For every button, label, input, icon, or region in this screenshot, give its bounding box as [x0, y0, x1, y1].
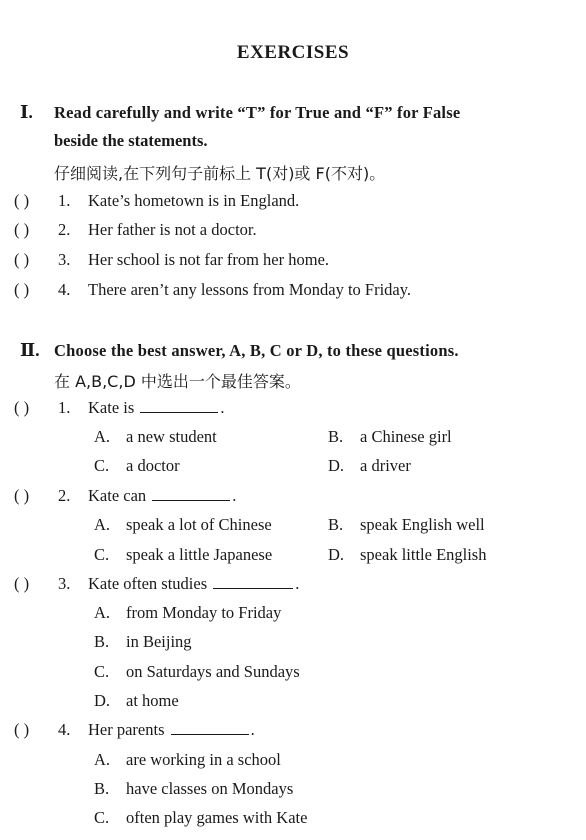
question-stem: Kate can — [88, 486, 147, 505]
option-letter: A. — [94, 603, 111, 622]
section-2-chinese-instruction: 在 A,B,C,D 中选出一个最佳答案。 — [54, 372, 301, 391]
option-a[interactable] — [94, 603, 281, 623]
option-letter: C. — [94, 545, 110, 564]
section-1-instruction — [20, 98, 568, 155]
option-d[interactable] — [328, 456, 411, 476]
option-letter: D. — [328, 456, 345, 475]
statement-row — [14, 250, 329, 270]
question-number: 2. — [58, 486, 71, 505]
answer-paren[interactable]: ( ) — [14, 398, 30, 417]
option-text: from Monday to Friday — [126, 603, 282, 622]
question-stem: Kate often studies — [88, 574, 208, 593]
option-text: are working in a school — [126, 750, 281, 769]
section-1-instruction-line-2: beside the statements. — [54, 131, 208, 150]
answer-blank[interactable] — [152, 486, 230, 501]
option-c[interactable] — [94, 808, 307, 828]
question-row — [14, 720, 255, 740]
option-letter: B. — [94, 632, 110, 651]
option-a[interactable] — [94, 515, 272, 535]
option-c[interactable] — [94, 662, 300, 682]
section-1-instruction-line-1: Read carefully and write “T” for True and “F” for False — [54, 103, 461, 122]
statement-number: 2. — [58, 220, 71, 239]
statement-number: 1. — [58, 191, 71, 210]
option-text: have classes on Mondays — [126, 779, 294, 798]
option-letter: D. — [328, 545, 345, 564]
option-b[interactable] — [94, 779, 293, 799]
question-stem: Kate is — [88, 398, 135, 417]
option-text: on Saturdays and Sundays — [126, 662, 300, 681]
option-text: often play games with Kate — [126, 808, 308, 827]
answer-paren[interactable]: ( ) — [14, 220, 30, 239]
page-title: EXERCISES — [236, 42, 350, 63]
option-text: a new student — [126, 427, 217, 446]
question-stem: Her parents — [88, 720, 165, 739]
option-text: speak little English — [360, 545, 487, 564]
option-letter: A. — [94, 427, 111, 446]
option-letter: B. — [328, 515, 344, 534]
option-letter: B. — [328, 427, 344, 446]
section-2-instruction — [20, 336, 568, 365]
question-end: . — [220, 398, 225, 417]
option-b[interactable] — [328, 515, 485, 535]
question-number: 3. — [58, 574, 71, 593]
statement-text: Her school is not far from her home. — [88, 250, 330, 269]
option-letter: C. — [94, 662, 110, 681]
section-1-number: Ⅰ. — [20, 102, 33, 122]
option-c[interactable] — [94, 456, 180, 476]
section-2-number: Ⅱ. — [20, 340, 40, 360]
statement-row — [14, 191, 299, 211]
option-b[interactable] — [94, 632, 192, 652]
option-text: at home — [126, 691, 179, 710]
option-text: a doctor — [126, 456, 180, 475]
option-c[interactable] — [94, 545, 272, 565]
option-text: in Beijing — [126, 632, 192, 651]
statement-text: Kate’s hometown is in England. — [88, 191, 300, 210]
answer-blank[interactable] — [140, 398, 218, 413]
statement-number: 4. — [58, 280, 71, 299]
question-row — [14, 398, 225, 418]
option-d[interactable] — [94, 691, 179, 711]
answer-paren[interactable]: ( ) — [14, 250, 30, 269]
statement-text: Her father is not a doctor. — [88, 220, 257, 239]
option-letter: D. — [94, 691, 111, 710]
section-2-instruction-text: Choose the best answer, A, B, C or D, to these questions. — [54, 341, 459, 360]
question-end: . — [250, 720, 255, 739]
answer-blank[interactable] — [213, 574, 293, 589]
option-d[interactable] — [328, 545, 486, 565]
option-text: a driver — [360, 456, 411, 475]
statement-row — [14, 280, 411, 300]
option-text: speak a little Japanese — [126, 545, 273, 564]
question-number: 1. — [58, 398, 71, 417]
answer-blank[interactable] — [171, 720, 249, 735]
answer-paren[interactable]: ( ) — [14, 191, 30, 210]
question-end: . — [232, 486, 237, 505]
answer-paren[interactable]: ( ) — [14, 574, 30, 593]
question-end: . — [295, 574, 300, 593]
statement-number: 3. — [58, 250, 71, 269]
option-a[interactable] — [94, 750, 281, 770]
statement-text: There aren’t any lessons from Monday to Friday. — [88, 280, 412, 299]
option-a[interactable] — [94, 427, 217, 447]
option-letter: C. — [94, 456, 110, 475]
answer-paren[interactable]: ( ) — [14, 486, 30, 505]
option-b[interactable] — [328, 427, 452, 447]
option-letter: A. — [94, 515, 111, 534]
statement-row — [14, 220, 257, 240]
option-letter: B. — [94, 779, 110, 798]
option-text: speak a lot of Chinese — [126, 515, 272, 534]
option-text: a Chinese girl — [360, 427, 452, 446]
section-1-chinese-instruction: 仔细阅读,在下列句子前标上 T(对)或 F(不对)。 — [54, 164, 386, 183]
option-text: speak English well — [360, 515, 485, 534]
option-letter: A. — [94, 750, 111, 769]
answer-paren[interactable]: ( ) — [14, 280, 30, 299]
question-row — [14, 574, 299, 594]
question-number: 4. — [58, 720, 71, 739]
question-row — [14, 486, 236, 506]
answer-paren[interactable]: ( ) — [14, 720, 30, 739]
option-letter: C. — [94, 808, 110, 827]
